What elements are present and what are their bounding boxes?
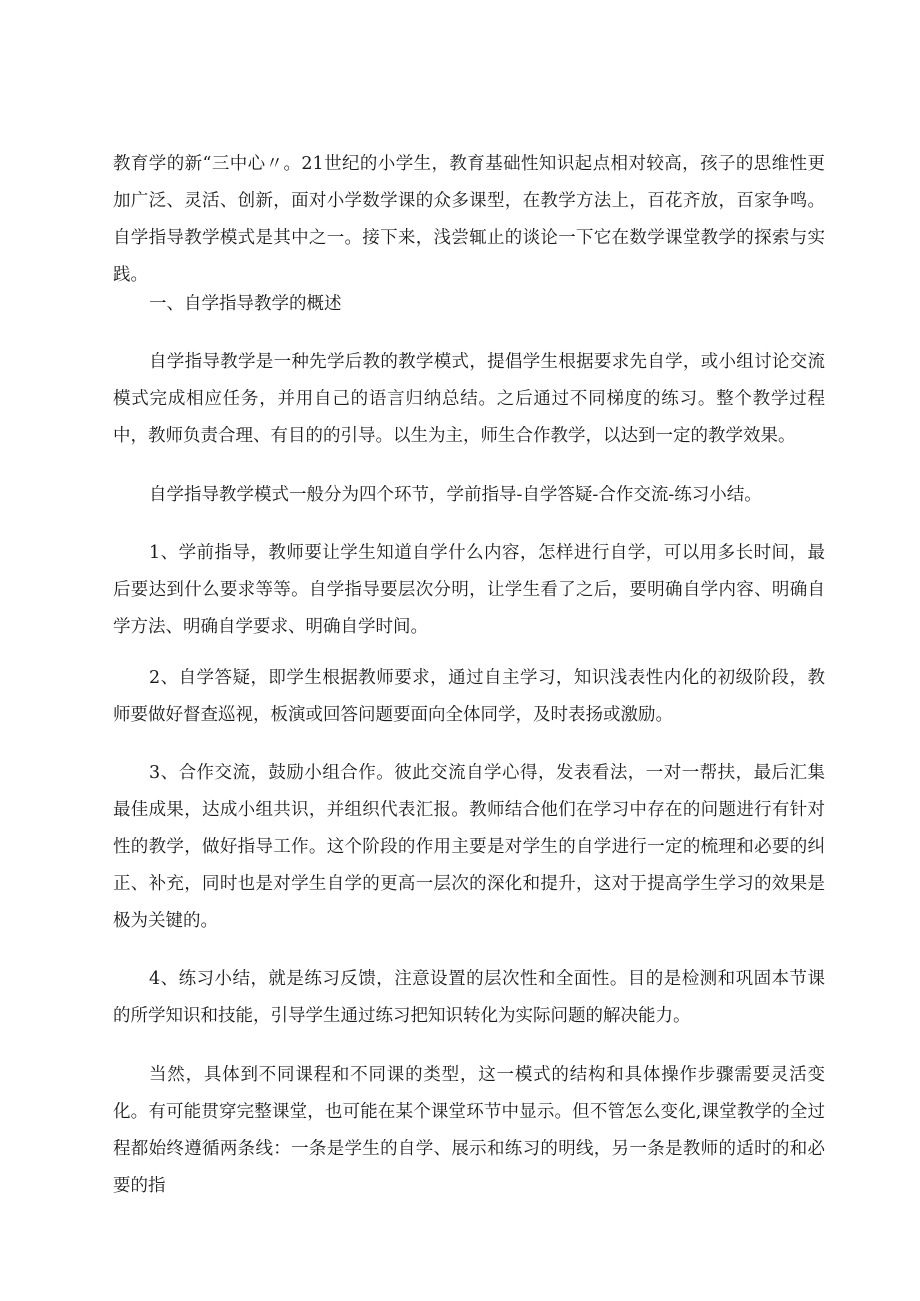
- step-3-paragraph: 3、合作交流，鼓励小组合作。彼此交流自学心得，发表看法，一对一帮扶，最后汇集最佳成果，达成小组共识，并组织代表汇报。教师结合他们在学习中存在的问题进行有针对性的教学，做好指导工作。这个阶段的作用主要是对学生的自学进行一定的梳理和必要的纠正、补充，同时也是对学生自学的更高一层次的深化和提升，这对于提高学生学习的效果是极为关键的。: [113, 763, 825, 931]
- four-steps-paragraph: 自学指导教学模式一般分为四个环节，学前指导-自学答疑-合作交流-练习小结。: [149, 485, 762, 505]
- step-2-paragraph: 2、自学答疑，即学生根据教师要求，通过自主学习，知识浅表性内化的初级阶段，教师要做好督查巡视，板演或回答问题要面向全体同学，及时表扬或激励。: [113, 668, 825, 725]
- step-4-paragraph: 4、练习小结，就是练习反馈，注意设置的层次性和全面性。目的是检测和巩固本节课的所学知识和技能，引导学生通过练习把知识转化为实际问题的解决能力。: [113, 969, 825, 1026]
- conclusion-paragraph: 当然，具体到不同课程和不同课的类型，这一模式的结构和具体操作步骤需要灵活变化。有可能贯穿完整课堂，也可能在某个课堂环节中显示。但不管怎么变化,课堂教学的全过程都始终遵循两条线：一条是学生的自学、展示和练习的明线，另一条是教师的适时的和必要的指: [113, 1065, 825, 1196]
- intro-paragraph: 教育学的新“三中心〃。21世纪的小学生，教育基础性知识起点相对较高，孩子的思维性更加广泛、灵活、创新，面对小学数学课的众多课型，在教学方法上，百花齐放，百家争鸣。自学指导教学模式是其中之一。接下来，浅尝辄止的谈论一下它在数学课堂教学的探索与实践。: [113, 154, 825, 285]
- overview-paragraph: 自学指导教学是一种先学后教的教学模式，提倡学生根据要求先自学，或小组讨论交流模式完成相应任务，并用自己的语言归纳总结。之后通过不同梯度的练习。整个教学过程中，教师负责合理、有目的的引导。以生为主，师生合作教学，以达到一定的教学效果。: [113, 352, 825, 446]
- section-heading: 一、自学指导教学的概述: [149, 294, 342, 314]
- step-1-paragraph: 1、学前指导，教师要让学生知道自学什么内容，怎样进行自学，可以用多长时间，最后要达到什么要求等等。自学指导要层次分明，让学生看了之后，要明确自学内容、明确自学方法、明确自学要求、明确自学时间。: [113, 543, 825, 637]
